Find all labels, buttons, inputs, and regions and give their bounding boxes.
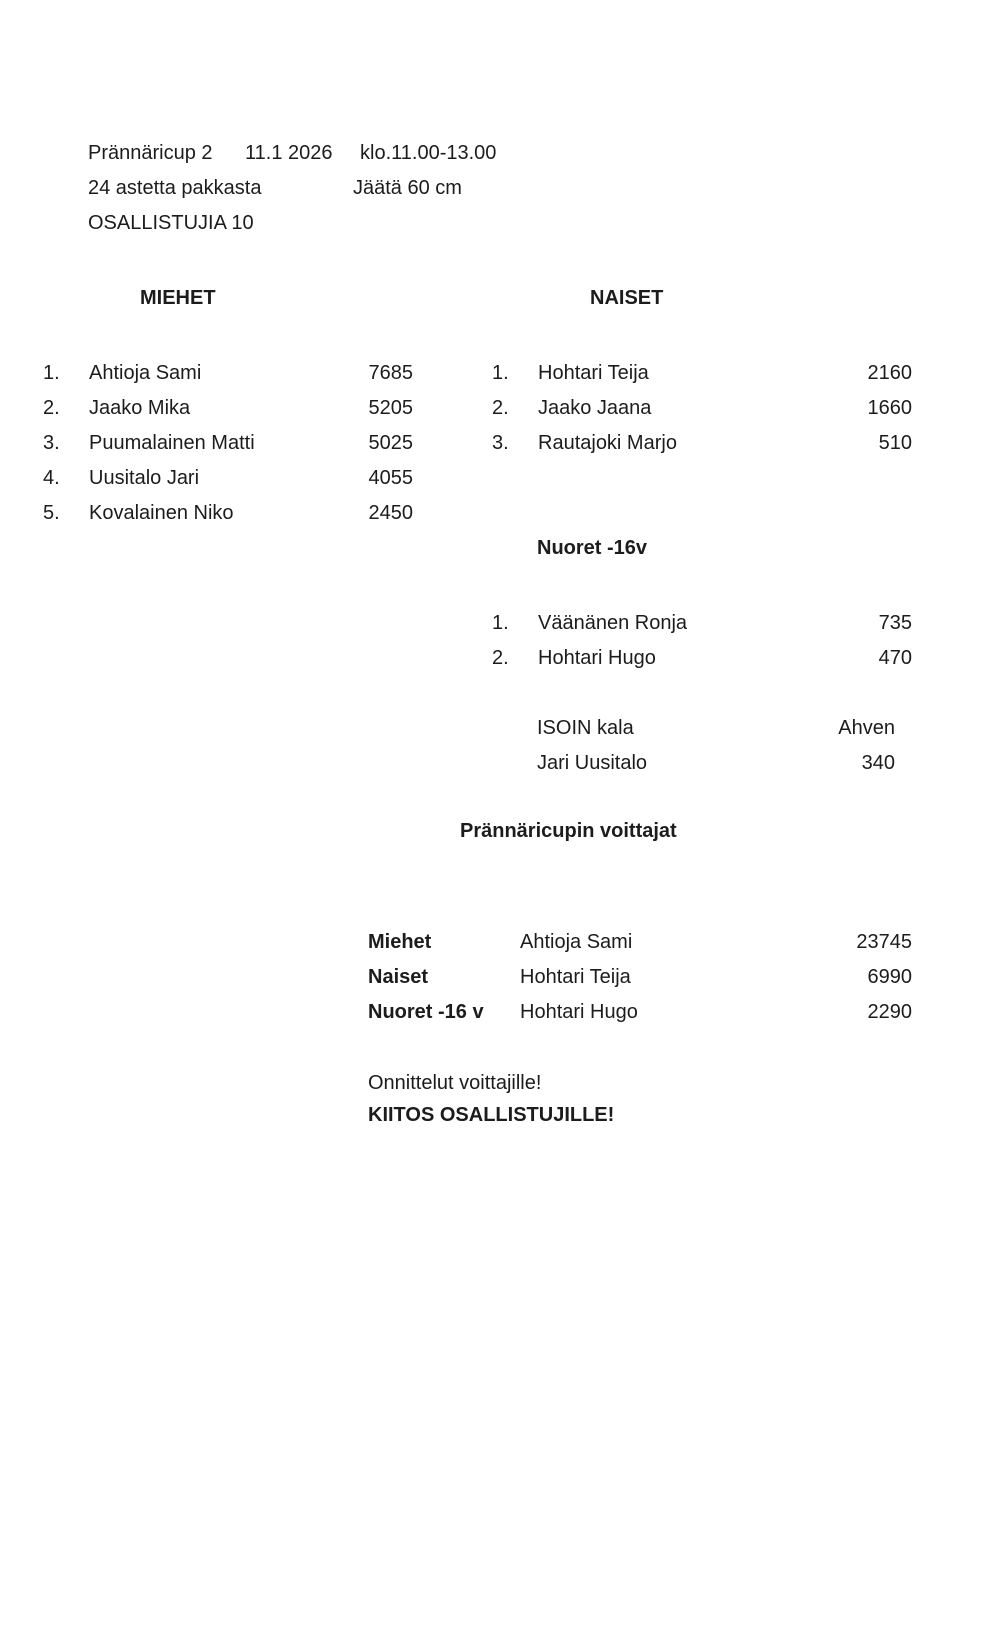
- rank-number: 3.: [492, 432, 509, 454]
- women-section-heading: NAISET: [590, 287, 664, 309]
- rank-number: 2.: [43, 397, 60, 419]
- result-row: [43, 391, 413, 426]
- biggest-fish-label: ISOIN kala: [537, 717, 634, 739]
- weather-line: 24 astetta pakkasta: [88, 177, 262, 199]
- winner-row: [368, 995, 912, 1030]
- biggest-fish-weight: 340: [861, 752, 895, 774]
- result-row: [43, 461, 413, 496]
- score-value: 510: [878, 432, 912, 454]
- competitor-name: Jaako Jaana: [538, 397, 652, 419]
- rank-number: 4.: [43, 467, 60, 489]
- header-title: Prännäricup 2: [88, 142, 213, 164]
- winner-score: 6990: [867, 966, 912, 988]
- score-value: 2160: [867, 362, 912, 384]
- competitor-name: Jaako Mika: [89, 397, 191, 419]
- winner-category-label: Naiset: [368, 966, 429, 988]
- winner-category-label: Nuoret -16 v: [368, 1001, 484, 1023]
- congrats-text: Onnittelut voittajille!: [368, 1072, 542, 1094]
- competitor-name: Ahtioja Sami: [89, 362, 202, 384]
- competitor-name: Hohtari Hugo: [538, 647, 656, 669]
- score-value: 1660: [867, 397, 912, 419]
- youth-results-list: [492, 606, 912, 676]
- result-row: [492, 391, 912, 426]
- cup-winners-heading: Prännäricupin voittajat: [460, 820, 677, 842]
- winner-score: 23745: [856, 931, 912, 953]
- result-row: [492, 641, 912, 676]
- result-row: [492, 606, 912, 641]
- biggest-fish-catcher: Jari Uusitalo: [537, 752, 648, 774]
- ice-thickness: Jäätä 60 cm: [353, 177, 462, 199]
- header-date: 11.1 2026: [245, 142, 333, 164]
- participants-count: OSALLISTUJIA 10: [88, 212, 254, 234]
- score-value: 4055: [368, 467, 413, 489]
- cup-winners-table: [368, 925, 912, 1030]
- competitor-name: Hohtari Teija: [538, 362, 649, 384]
- winner-name: Hohtari Teija: [520, 966, 631, 988]
- women-results-list: [492, 356, 912, 461]
- score-value: 7685: [368, 362, 413, 384]
- result-row: [492, 426, 912, 461]
- score-value: 2450: [368, 502, 413, 524]
- winner-category-label: Miehet: [368, 931, 432, 953]
- score-value: 735: [878, 612, 912, 634]
- rank-number: 1.: [43, 362, 60, 384]
- competitor-name: Puumalainen Matti: [89, 432, 255, 454]
- biggest-fish-table: [537, 711, 895, 781]
- competitor-name: Rautajoki Marjo: [538, 432, 677, 454]
- competitor-name: Uusitalo Jari: [89, 467, 200, 489]
- rank-number: 1.: [492, 612, 509, 634]
- biggest-fish-row: [537, 746, 895, 781]
- thanks-text: KIITOS OSALLISTUJILLE!: [368, 1104, 615, 1126]
- competitor-name: Kovalainen Niko: [89, 502, 234, 524]
- winner-row: [368, 960, 912, 995]
- winner-name: Ahtioja Sami: [520, 931, 633, 953]
- header-time: klo.11.00-13.00: [360, 142, 497, 164]
- score-value: 470: [878, 647, 912, 669]
- men-results-list: [43, 356, 413, 531]
- men-section-heading: MIEHET: [140, 287, 216, 309]
- result-row: [43, 356, 413, 391]
- result-row: [492, 356, 912, 391]
- youth-section-heading: Nuoret -16v: [537, 537, 648, 559]
- winner-score: 2290: [867, 1001, 912, 1023]
- biggest-fish-species: Ahven: [838, 717, 895, 739]
- winner-row: [368, 925, 912, 960]
- competitor-name: Väänänen Ronja: [538, 612, 688, 634]
- rank-number: 3.: [43, 432, 60, 454]
- rank-number: 2.: [492, 647, 509, 669]
- rank-number: 2.: [492, 397, 509, 419]
- rank-number: 1.: [492, 362, 509, 384]
- rank-number: 5.: [43, 502, 60, 524]
- biggest-fish-row: [537, 711, 895, 746]
- score-value: 5205: [368, 397, 413, 419]
- winner-name: Hohtari Hugo: [520, 1001, 638, 1023]
- score-value: 5025: [368, 432, 413, 454]
- result-row: [43, 426, 413, 461]
- result-row: [43, 496, 413, 531]
